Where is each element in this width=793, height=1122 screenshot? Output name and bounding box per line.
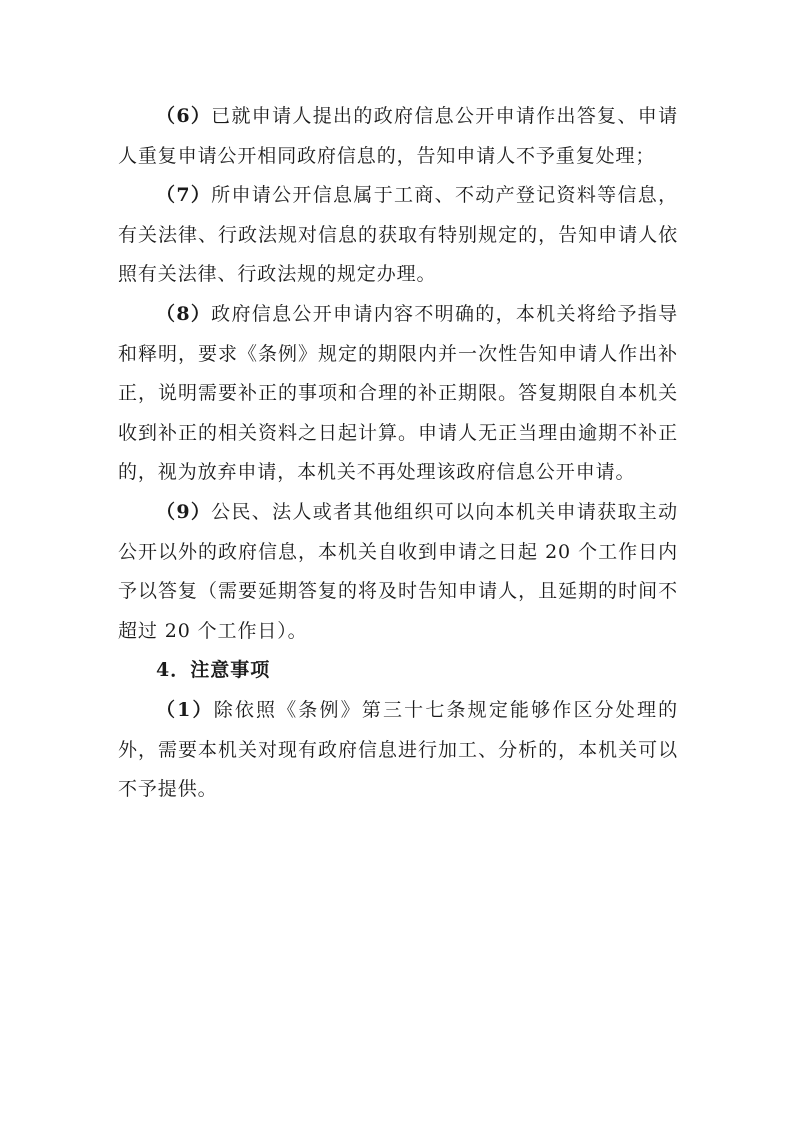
item-text: 已就申请人提出的政府信息公开申请作出答复、申请人重复申请公开相同政府信息的，告知申请人不予重复处理； bbox=[118, 105, 679, 167]
section-number: 4． bbox=[156, 659, 191, 682]
paragraph-section-item-1 bbox=[118, 691, 678, 810]
paragraph-item-6 bbox=[118, 97, 678, 176]
paragraph-item-8 bbox=[118, 295, 678, 493]
document-body bbox=[118, 97, 678, 810]
paragraph-item-9 bbox=[118, 493, 678, 651]
item-text: 政府信息公开申请内容不明确的，本机关将给予指导和释明，要求《条例》规定的期限内并一次性告知申请人作出补正，说明需要补正的事项和合理的补正期限。答复期限自本机关收到补正的相关资料之日起计算。申请人无正当理由逾期不补正的，视为放弃申请，本机关不再处理该政府信息公开申请。 bbox=[118, 302, 679, 484]
section-title: 注意事项 bbox=[190, 659, 271, 682]
item-text: 除依照《条例》第三十七条规定能够作区分处理的外，需要本机关对现有政府信息进行加工、分析的，本机关可以不予提供。 bbox=[118, 698, 679, 801]
section-heading bbox=[118, 651, 678, 691]
item-text: 所申请公开信息属于工商、不动产登记资料等信息，有关法律、行政法规对信息的获取有特别规定的，告知申请人依照有关法律、行政法规的规定办理。 bbox=[118, 184, 679, 286]
paragraph-item-7 bbox=[118, 176, 678, 295]
item-text: 公民、法人或者其他组织可以向本机关申请获取主动公开以外的政府信息，本机关自收到申请之日起 20 个工作日内予以答复（需要延期答复的将及时告知申请人，且延期的时间不超过 20 个工作日）。 bbox=[118, 500, 679, 642]
item-number: （6） bbox=[156, 105, 212, 127]
item-number: （8） bbox=[156, 302, 212, 325]
item-number: （1） bbox=[156, 698, 214, 721]
item-number: （7） bbox=[156, 184, 212, 207]
item-number: （9） bbox=[156, 500, 212, 523]
